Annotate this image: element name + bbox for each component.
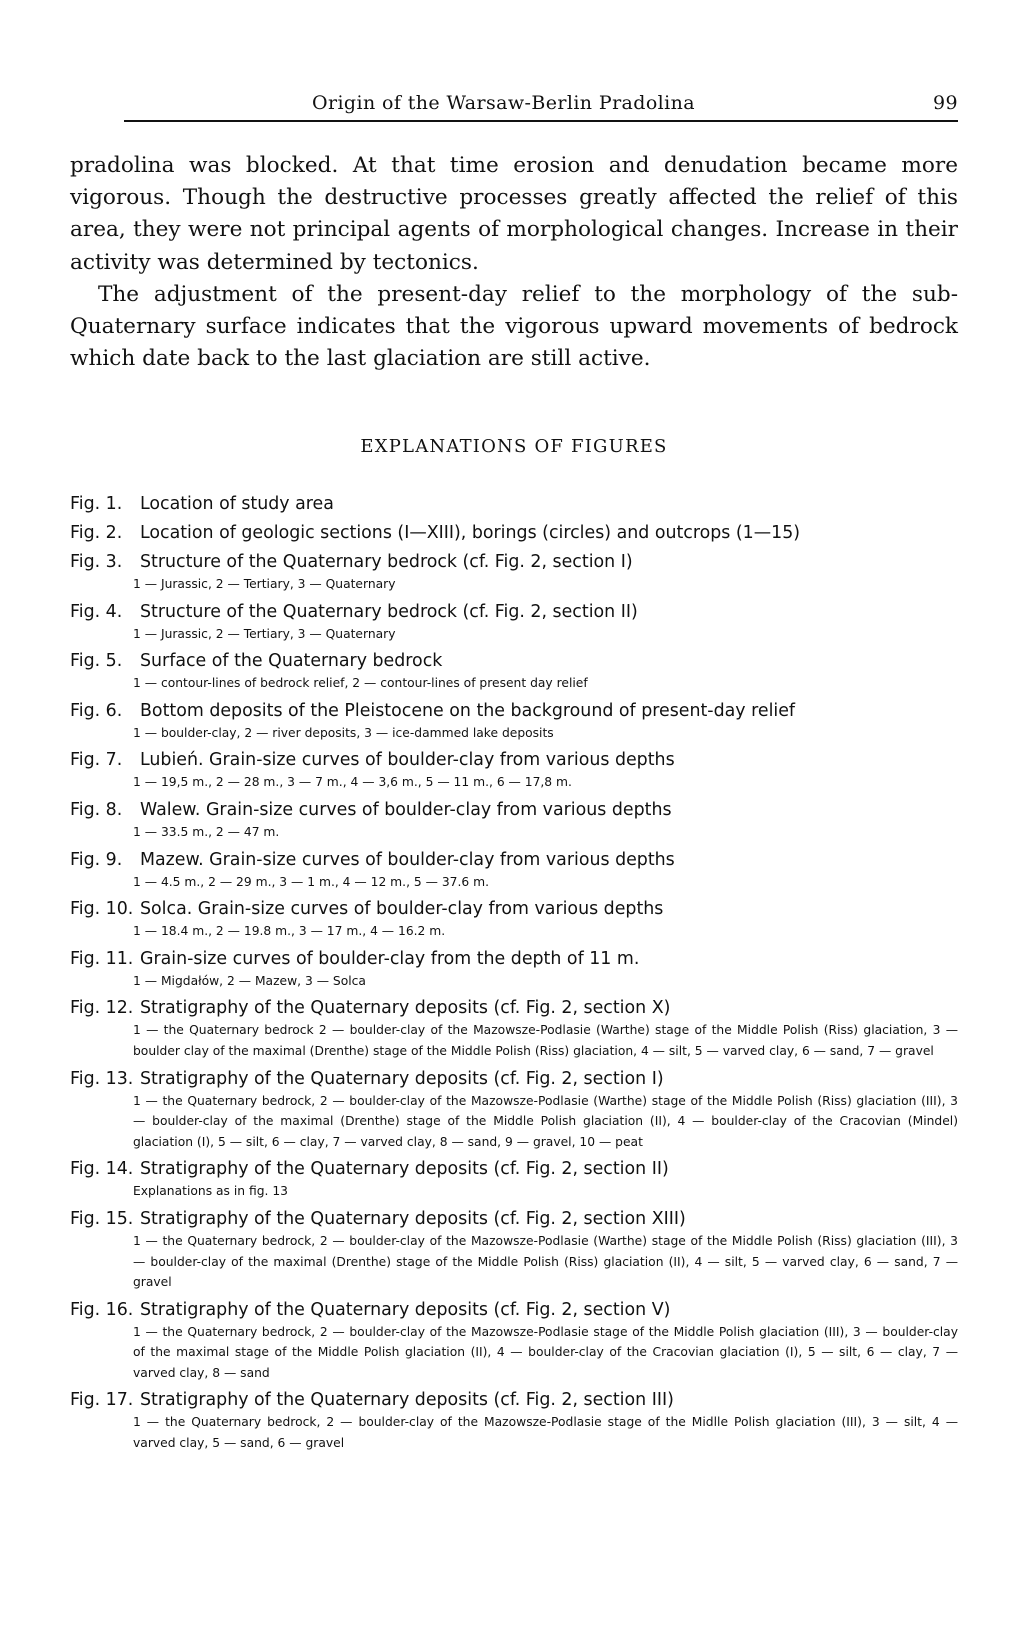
figure-label: Fig. 10. (70, 899, 134, 920)
figure-legend: 1 — the Quaternary bedrock, 2 — boulder-clay of the Mazowsze-Podlasie (Warthe) stage of the Middle Polish (Riss) glaciation (III), 3 — boulder-clay of the maximal (Drenthe) stage of the Middle Polish glaciation (II), 4 — boulder-clay of the Cracovian (Mindel) glaciation (I), 5 — silt, 6 — clay, 7 — varved clay, 8 — sand, 9 — gravel, 10 — peat (133, 1093, 958, 1149)
figure-legend: 1 — Migdałów, 2 — Mazew, 3 — Solca (133, 973, 366, 988)
figure-legend: 1 — Jurassic, 2 — Tertiary, 3 — Quaternary (133, 626, 396, 641)
figure-caption-line (70, 521, 958, 545)
figure-caption (70, 492, 958, 516)
figure-label: Fig. 7. (70, 750, 123, 771)
figure-label: Fig. 4. (70, 601, 123, 622)
figure-title: Stratigraphy of the Quaternary deposits (cf. Fig. 2, section XIII) (140, 1208, 686, 1229)
figure-legend: 1 — the Quaternary bedrock, 2 — boulder-clay of the Mazowsze-Podlasie stage of the Middle Polish glaciation (III), 3 — boulder-clay of the maximal stage of the Middle Polish glaciation (II), 4 — boulder-clay of the Cracovian glaciation (I), 5 — silt, 6 — clay, 7 — varved clay, 8 — sand (133, 1324, 958, 1380)
figure-caption-line (70, 1207, 958, 1231)
figure-legend: 1 — Jurassic, 2 — Tertiary, 3 — Quaternary (133, 577, 396, 591)
figure-caption (70, 600, 958, 645)
figure-label: Fig. 17. (70, 1390, 134, 1411)
figure-title: Stratigraphy of the Quaternary deposits (cf. Fig. 2, section V) (140, 1299, 671, 1320)
figure-legend: Explanations as in fig. 13 (133, 1184, 288, 1199)
figure-caption (70, 699, 958, 744)
figure-title: Location of study area (140, 494, 334, 514)
figure-legend: 1 — 33.5 m., 2 — 47 m. (133, 824, 280, 839)
figure-caption-line (70, 897, 958, 921)
figure-label: Fig. 14. (70, 1159, 134, 1180)
figure-legend: 1 — boulder-clay, 2 — river deposits, 3 — ice-dammed lake deposits (133, 725, 554, 740)
figure-caption (70, 897, 958, 942)
figure-title: Stratigraphy of the Quaternary deposits (cf. Fig. 2, section X) (140, 998, 671, 1019)
figure-caption (70, 1067, 958, 1153)
figure-caption-line (70, 848, 958, 872)
figure-title: Stratigraphy of the Quaternary deposits (cf. Fig. 2, section II) (140, 1159, 669, 1180)
figure-caption-line (70, 748, 958, 772)
figure-caption (70, 848, 958, 893)
section-heading: EXPLANATIONS OF FIGURES (360, 436, 668, 457)
paragraph: The adjustment of the present-day relief to the morphology of the sub-Quaternary surface indicates that the vigorous upward movements of bedrock which date back to the last glaciation are still active. (70, 281, 958, 372)
figure-caption-line (70, 798, 958, 822)
figure-legend: 1 — 18.4 m., 2 — 19.8 m., 3 — 17 m., 4 — 16.2 m. (133, 924, 446, 939)
figure-title: Surface of the Quaternary bedrock (140, 651, 443, 672)
figure-title: Solca. Grain-size curves of boulder-clay from various depths (140, 899, 664, 920)
figure-legend: 1 — the Quaternary bedrock, 2 — boulder-clay of the Mazowsze-Podlasie (Warthe) stage of the Middle Polish (Riss) glaciation (III), 3 — boulder-clay of the maximal (Drenthe) stage of the Middle Polish (Riss) glaciation (II), 4 — silt, 5 — varved clay, 6 — sand, 7 — gravel (133, 1233, 958, 1290)
figure-caption (70, 748, 958, 793)
figure-title: Mazew. Grain-size curves of boulder-clay from various depths (140, 849, 675, 870)
figure-label: Fig. 1. (70, 494, 123, 514)
figure-caption (70, 1298, 958, 1384)
figure-caption-line (70, 996, 958, 1020)
paragraph: pradolina was blocked. At that time erosion and denudation became more vigorous. Though the destructive processes greatly affected the relief of this area, they were not principal agents of morphological changes. Increase in their activity was determined by tectonics. (70, 153, 958, 275)
figure-title: Structure of the Quaternary bedrock (cf. Fig. 2, section I) (140, 552, 633, 572)
figure-caption-line (70, 600, 958, 624)
figure-title: Structure of the Quaternary bedrock (cf. Fig. 2, section II) (140, 601, 638, 622)
figure-label: Fig. 5. (70, 651, 123, 672)
figure-caption (70, 1157, 958, 1202)
figure-label: Fig. 13. (70, 1068, 134, 1089)
figure-title: Lubień. Grain-size curves of boulder-clay from various depths (140, 750, 675, 771)
figure-title: Stratigraphy of the Quaternary deposits (cf. Fig. 2, section III) (140, 1390, 674, 1411)
figure-caption-line (70, 1298, 958, 1322)
figure-title: Stratigraphy of the Quaternary deposits (cf. Fig. 2, section I) (140, 1068, 664, 1089)
figure-caption-line (70, 550, 958, 574)
figure-caption-line (70, 492, 958, 516)
figure-caption-line (70, 1067, 958, 1091)
figure-caption (70, 1207, 958, 1293)
figure-label: Fig. 16. (70, 1299, 134, 1320)
running-title: Origin of the Warsaw-Berlin Pradolina (312, 92, 695, 114)
figure-caption (70, 996, 958, 1061)
page-number: 99 (933, 92, 958, 114)
figure-caption (70, 521, 958, 545)
figure-caption (70, 649, 958, 694)
figure-caption-line (70, 1157, 958, 1181)
page-header (70, 92, 958, 116)
figure-title: Grain-size curves of boulder-clay from the depth of 11 m. (140, 948, 640, 969)
header-rule (124, 120, 958, 122)
figure-legend: 1 — the Quaternary bedrock 2 — boulder-clay of the Mazowsze-Podlasie (Warthe) stage of the Middle Polish (Riss) glaciation, 3 — boulder clay of the maximal (Drenthe) stage of the Middle Polish (Riss) glaciation, 4 — silt, 5 — varved clay, 6 — sand, 7 — gravel (133, 1023, 958, 1058)
figure-caption-line (70, 947, 958, 971)
figure-legend: 1 — contour-lines of bedrock relief, 2 — contour-lines of present day relief (133, 676, 588, 691)
figure-legend: 1 — 19,5 m., 2 — 28 m., 3 — 7 m., 4 — 3,6 m., 5 — 11 m., 6 — 17,8 m. (133, 775, 572, 790)
figure-label: Fig. 3. (70, 552, 123, 572)
figure-label: Fig. 12. (70, 998, 134, 1019)
figure-captions (70, 492, 958, 1459)
figure-caption-line (70, 649, 958, 673)
figure-title: Location of geologic sections (I—XIII), borings (circles) and outcrops (1—15) (140, 523, 801, 543)
figure-title: Walew. Grain-size curves of boulder-clay from various depths (140, 799, 672, 820)
figure-title: Bottom deposits of the Pleistocene on the background of present-day relief (140, 700, 796, 721)
figure-caption-line (70, 699, 958, 723)
figure-label: Fig. 9. (70, 849, 123, 870)
figure-label: Fig. 11. (70, 948, 134, 969)
body-text (70, 150, 958, 375)
figure-caption (70, 798, 958, 843)
figure-caption-line (70, 1388, 958, 1412)
figure-caption (70, 1388, 958, 1453)
figure-caption (70, 550, 958, 595)
figure-legend: 1 — 4.5 m., 2 — 29 m., 3 — 1 m., 4 — 12 m., 5 — 37.6 m. (133, 874, 489, 889)
figure-label: Fig. 6. (70, 700, 123, 721)
figure-label: Fig. 2. (70, 523, 123, 543)
figure-label: Fig. 15. (70, 1208, 134, 1229)
figure-legend: 1 — the Quaternary bedrock, 2 — boulder-clay of the Mazowsze-Podlasie stage of the Midlle Polish glaciation (III), 3 — silt, 4 — varved clay, 5 — sand, 6 — gravel (133, 1415, 958, 1451)
figure-label: Fig. 8. (70, 799, 123, 820)
figure-caption (70, 947, 958, 992)
